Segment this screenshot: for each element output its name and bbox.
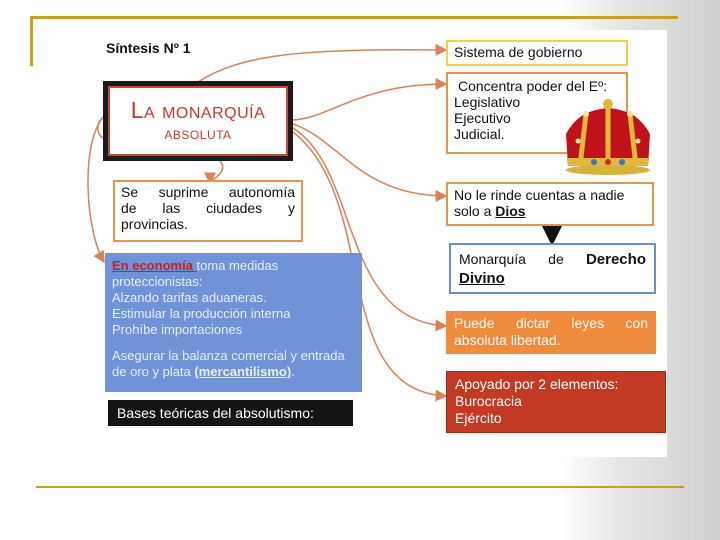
diagram-title: Síntesis Nº 1: [106, 40, 191, 56]
derecho-word-de: de: [548, 251, 564, 267]
main-title-line2: absoluta: [164, 124, 232, 143]
apoyado-line1: Apoyado por 2 elementos:: [455, 376, 619, 392]
poder-line4: Judicial.: [454, 126, 505, 142]
cuentas-line1: No le rinde cuentas a nadie: [454, 187, 625, 203]
autonomia-line1: Se suprime autonomía: [121, 184, 295, 200]
cuentas-box: [446, 182, 654, 226]
econ-mercantilismo: (mercantilismo): [194, 364, 292, 379]
econ-line4: Estimular la producción interna: [112, 306, 291, 321]
derecho-line1: [459, 251, 646, 268]
link-sistema: [198, 50, 446, 82]
econ-line2: proteccionistas:: [112, 274, 203, 289]
cuentas-line2: solo a Dios: [454, 203, 526, 219]
econ-line3: Alzando tarifas aduaneras.: [112, 290, 267, 305]
link-poder: [293, 84, 446, 120]
royal-crown-image: [558, 96, 658, 176]
poder-line1: Concentra poder del Eº:: [458, 78, 608, 94]
derecho-word-derecho: Derecho: [585, 251, 646, 268]
econ-line5: Prohíbe importaciones: [112, 322, 243, 337]
econ-line6: Asegurar la balanza comercial y entrada: [112, 348, 345, 363]
main-concept-box: [103, 81, 293, 161]
apoyado-box: [446, 371, 666, 433]
econ-heading: En economía: [112, 258, 197, 273]
bases-box: Bases teóricas del absolutismo:: [108, 400, 353, 426]
econ-line7: de oro y plata (mercantilismo).: [112, 364, 295, 379]
leyes-line2: absoluta libertad.: [454, 332, 561, 348]
autonomia-line3: provincias.: [121, 216, 188, 232]
poder-line2: Legislativo: [454, 94, 521, 110]
cuentas-dios: Dios: [495, 203, 526, 219]
derecho-word-divino: Divino: [459, 270, 505, 287]
leyes-box: [446, 311, 656, 354]
apoyado-line3: Ejército: [455, 410, 502, 426]
derecho-box: [449, 243, 656, 294]
autonomia-box: [113, 180, 303, 242]
econ-line1: En economía toma medidas: [112, 258, 279, 273]
link-cuentas: [293, 124, 446, 196]
economia-box: [105, 253, 362, 392]
sistema-label: Sistema de gobierno: [454, 44, 583, 60]
main-title-line1: La monarquía: [130, 97, 266, 123]
apoyado-line2: Burocracia: [455, 393, 522, 409]
autonomia-line2: de las ciudades y: [121, 200, 295, 216]
leyes-line1: Puede dictar leyes con: [454, 315, 648, 331]
sistema-box: [446, 40, 628, 66]
derecho-word-monarquia: Monarquía: [459, 251, 526, 267]
poder-line3: Ejecutivo: [454, 110, 511, 126]
